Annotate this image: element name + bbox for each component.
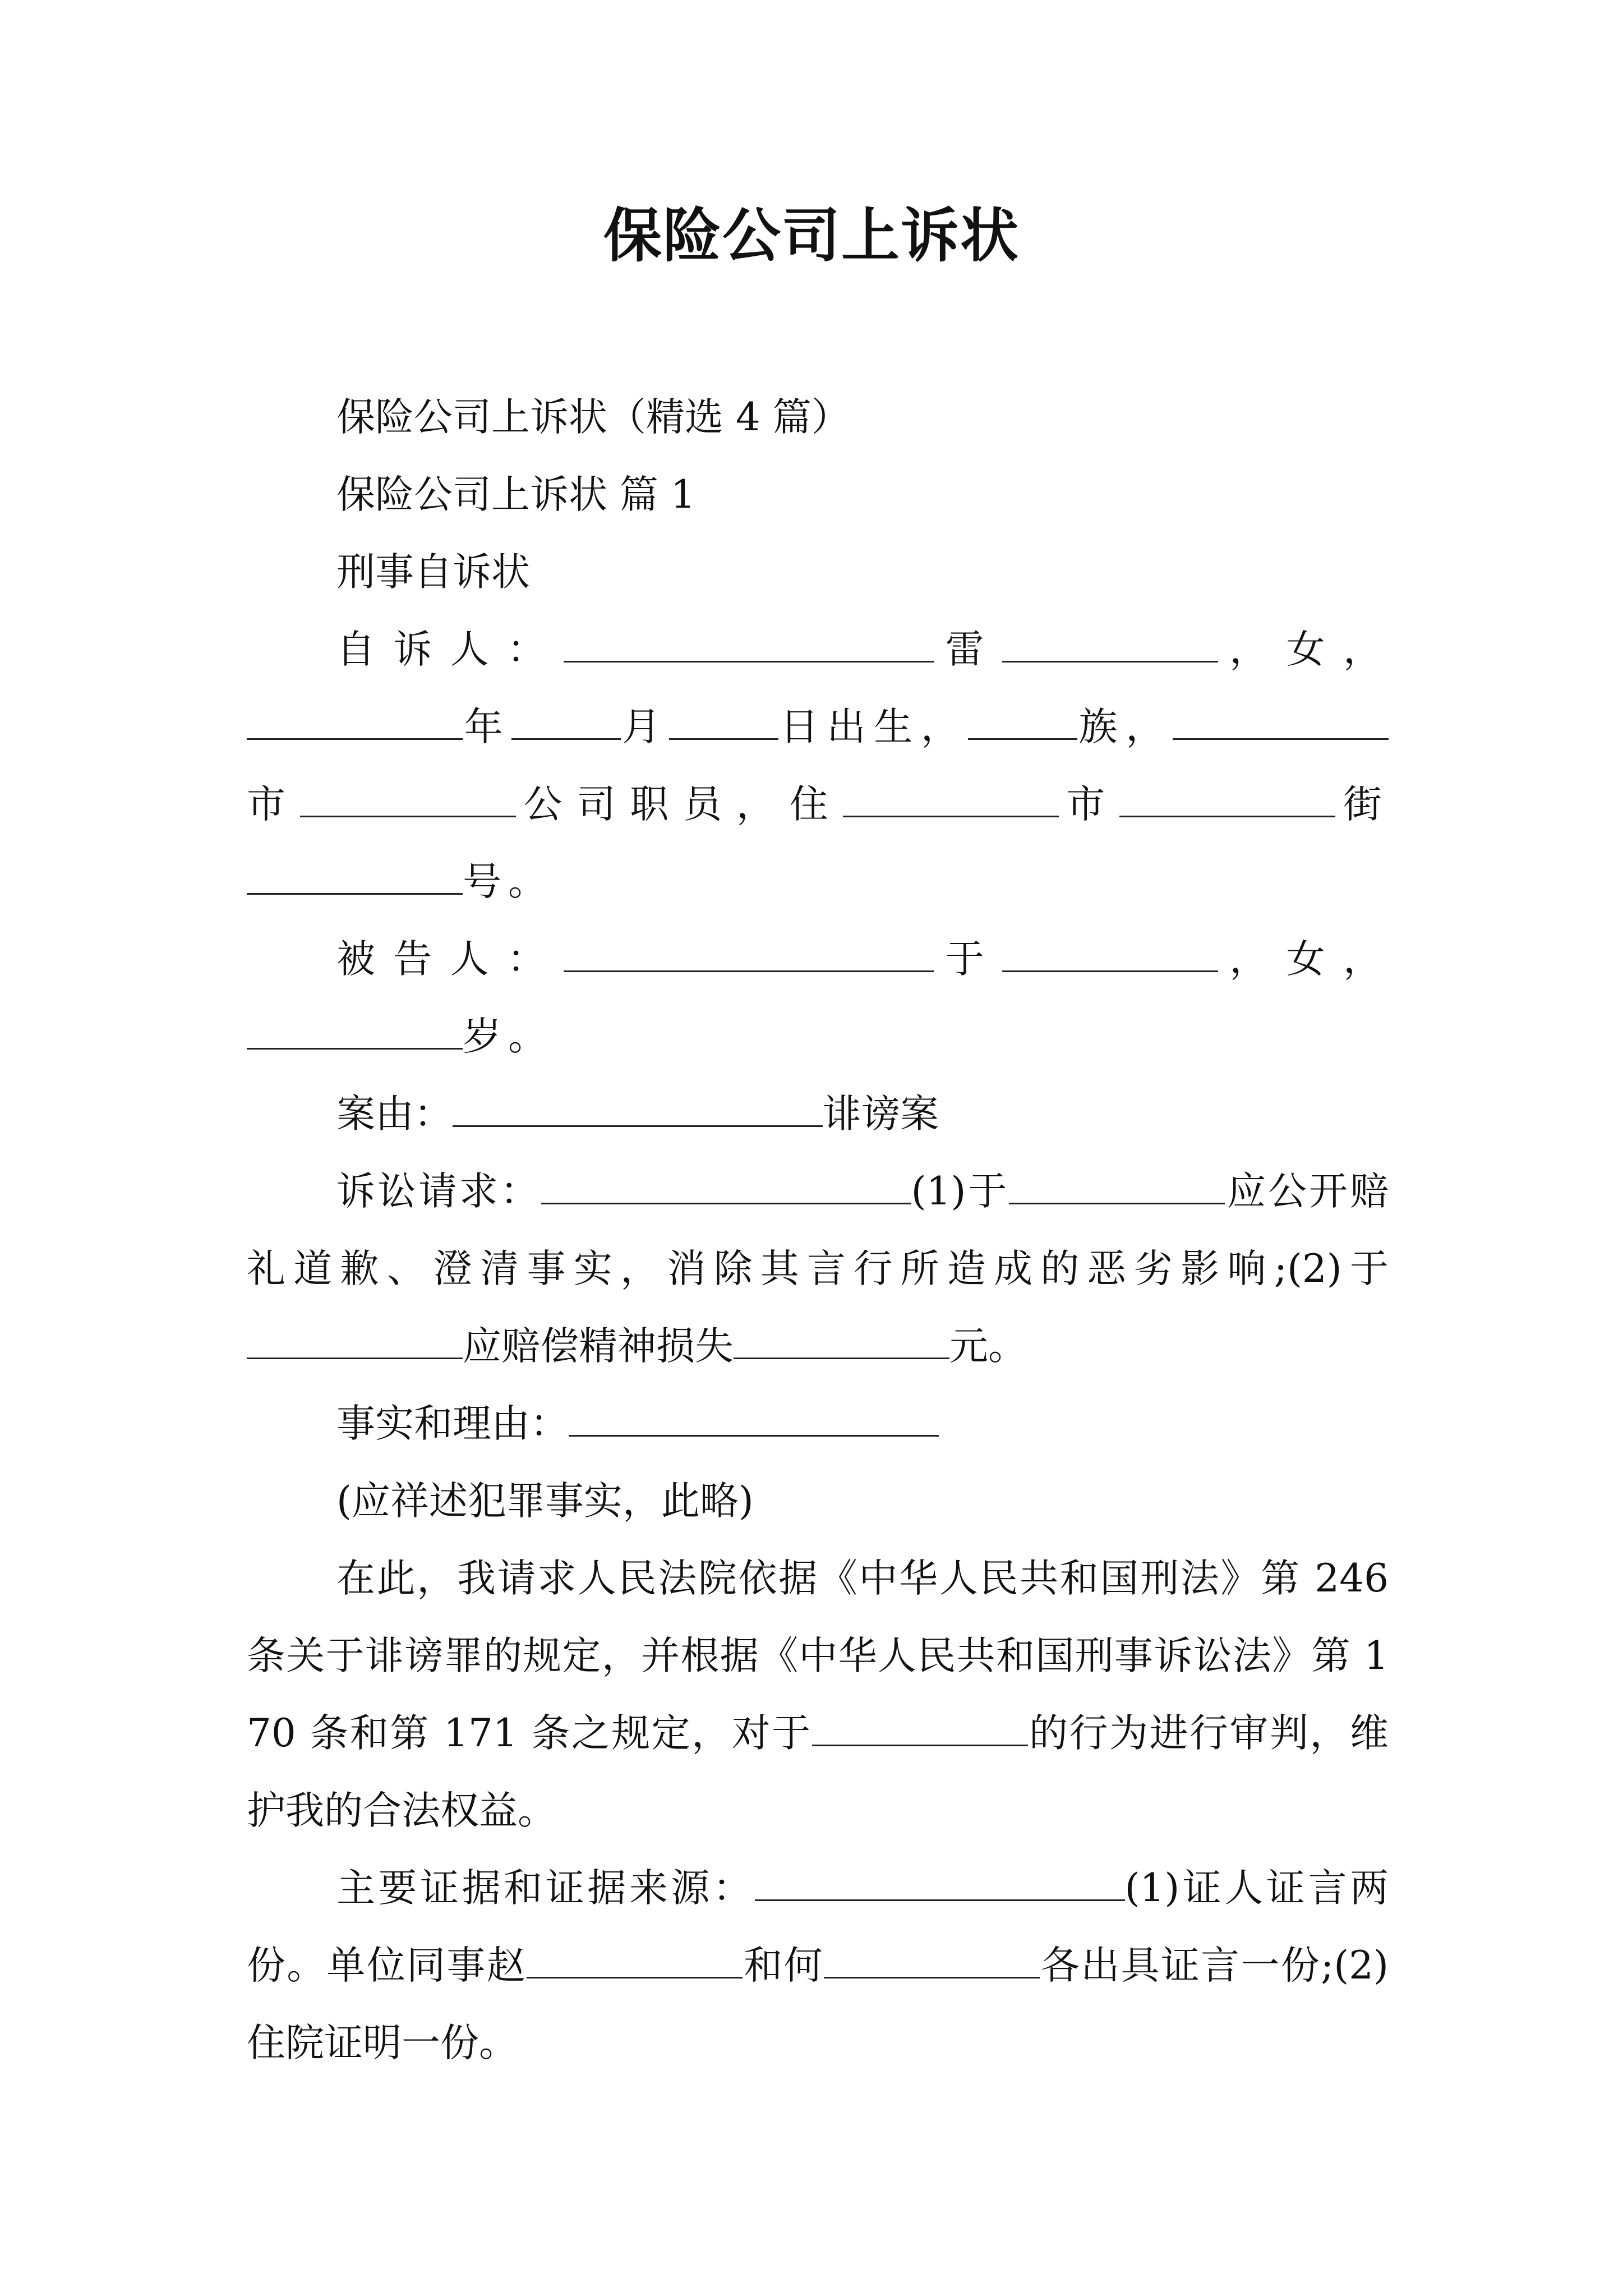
- evidence-text-3: 各出具证言一份;(2)住院证明一份。: [247, 1943, 1389, 2065]
- plaintiff-birth: 日出生，: [778, 705, 968, 749]
- evidence-text-1: (1)证人证言两份。单位同事赵: [247, 1866, 1389, 1988]
- plaintiff-city2: 市: [1058, 782, 1120, 827]
- blank-field: [511, 703, 621, 740]
- plaintiff-ethnic: 族，: [1077, 705, 1173, 749]
- plaintiff-number: 号。: [463, 859, 554, 904]
- blank-field: [843, 781, 1059, 817]
- defendant-gender: ，女，: [1218, 937, 1389, 982]
- blank-field: [564, 626, 934, 662]
- document-body: [247, 379, 1389, 2082]
- blank-field: [527, 1942, 743, 1978]
- plaintiff-name: 雷: [934, 627, 1003, 672]
- blank-field: [669, 703, 778, 740]
- blank-field: [1119, 781, 1335, 817]
- claims-p1-text: 应公开赔礼道歉、澄清事实，消除其言行所造成的恶劣影响;(2)于: [247, 1169, 1389, 1291]
- defendant-age: 岁。: [463, 1014, 554, 1059]
- blank-field: [564, 936, 934, 972]
- plaintiff-month: 月: [620, 705, 669, 749]
- blank-field: [453, 1091, 823, 1127]
- blank-field: [968, 703, 1077, 740]
- cause-paragraph: [247, 1075, 1389, 1153]
- blank-field: [300, 781, 516, 817]
- claims-p1-prefix: (1)于: [911, 1169, 1009, 1214]
- cause-value: 诽谤案: [823, 1092, 939, 1137]
- blank-field: [824, 1942, 1040, 1978]
- blank-field: [247, 1323, 463, 1359]
- request-text-2: 的行为进行审判，维护我的合法权益。: [247, 1711, 1389, 1833]
- section-heading: 保险公司上诉状 篇 1: [336, 472, 695, 517]
- blank-field: [247, 703, 463, 740]
- request-paragraph: [247, 1540, 1389, 1849]
- blank-field: [1002, 936, 1218, 972]
- facts-label: 事实和理由：: [336, 1401, 569, 1446]
- claims-label: 诉讼请求：: [336, 1169, 541, 1214]
- blank-field: [755, 1865, 1125, 1901]
- doc-type-line: 刑事自诉状: [336, 550, 530, 595]
- blank-field: [1002, 626, 1218, 662]
- claims-p2-text: 应赔偿精神损失: [463, 1324, 734, 1369]
- blank-field: [247, 1013, 463, 1050]
- plaintiff-label: 自诉人：: [336, 627, 564, 672]
- plaintiff-city: 市: [247, 782, 300, 827]
- evidence-label: 主要证据和证据来源：: [336, 1866, 755, 1911]
- evidence-text-2: 和何: [742, 1943, 824, 1988]
- facts-note: (应祥述犯罪事实，此略): [336, 1479, 754, 1524]
- claims-p2-unit: 元。: [949, 1324, 1027, 1369]
- request-text-1: 在此，我请求人民法院依据《中华人民共和国刑法》第 246 条关于诽谤罪的规定，并根据《中华人民共和国刑事诉讼法》第 170 条和第 171 条之规定，对于: [247, 1556, 1389, 1756]
- claims-paragraph: [247, 1153, 1389, 1385]
- blank-field: [247, 858, 463, 895]
- subtitle-line: 保险公司上诉状（精选 4 篇）: [336, 395, 850, 440]
- blank-field: [1009, 1168, 1225, 1204]
- blank-field: [1173, 703, 1389, 740]
- blank-field: [541, 1168, 911, 1204]
- cause-label: 案由：: [336, 1092, 453, 1137]
- plaintiff-year: 年: [463, 705, 511, 749]
- evidence-paragraph: [247, 1849, 1389, 2082]
- plaintiff-company: 公司职员，住: [515, 782, 843, 827]
- plaintiff-paragraph: [247, 611, 1389, 921]
- defendant-label: 被告人：: [336, 937, 564, 982]
- facts-paragraph: [247, 1385, 1389, 1462]
- blank-field: [812, 1710, 1028, 1746]
- blank-field: [569, 1400, 939, 1437]
- plaintiff-gender: ，女，: [1218, 627, 1389, 672]
- blank-field: [734, 1323, 949, 1359]
- document-title: 保险公司上诉状: [603, 201, 1020, 270]
- defendant-name: 于: [934, 937, 1003, 982]
- defendant-paragraph: [247, 921, 1389, 1075]
- plaintiff-street: 街: [1335, 782, 1389, 827]
